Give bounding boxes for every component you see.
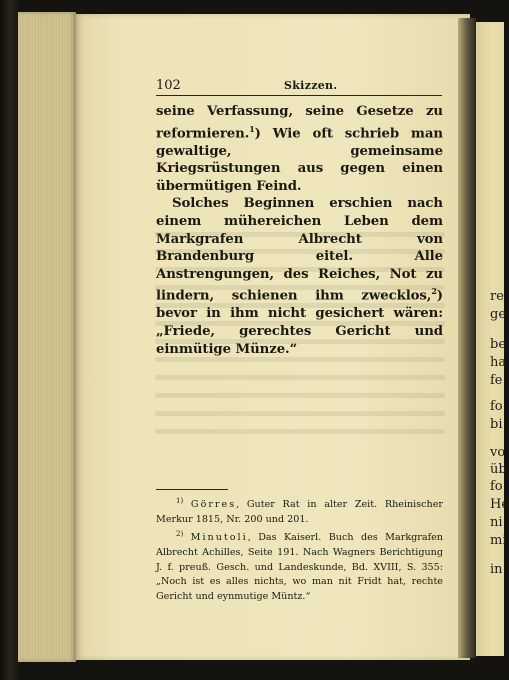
fragment-line: fo (490, 399, 503, 414)
fragment-line: He (490, 497, 509, 512)
page-stack-edge (18, 12, 76, 662)
fragment-line: ni (490, 515, 503, 530)
body-text (156, 103, 443, 358)
header-rule (156, 95, 442, 96)
facing-page-fragment (476, 22, 509, 656)
book-gutter (458, 18, 476, 658)
footnote-ref-1: 1 (249, 123, 255, 134)
fragment-line: fo (490, 479, 503, 494)
page-number: 102 (156, 78, 181, 93)
fragment-line: mi (490, 533, 507, 548)
fragment-line: vo (490, 445, 506, 460)
footnote-rule (156, 489, 228, 490)
fragment-line: re (490, 289, 504, 304)
fragment-line: be (490, 337, 507, 352)
book-cover-edge (0, 0, 18, 680)
fragment-line: in (490, 562, 503, 577)
footnote-1: $^{1)}$ Görres, Guter Rat in alter Zeit. Rheinischer Merkur 1815, Nr. 200 und 201. (156, 497, 443, 525)
footnotes (156, 494, 443, 605)
fragment-line: fe (490, 373, 503, 388)
running-head: Skizzen. (284, 79, 338, 92)
fragment-line: üb (490, 462, 507, 477)
fragment-line: ge (490, 307, 507, 322)
footnote-2: $^{2)}$ Minutoli, Das Kaiserl. Buch des Markgrafen Albrecht Achilles, Seite 191. Nach Wagners Berichtigung J. f. preuß. Gesch. und Landeskunde, Bd. XVIII, S. 355: „Noch ist es alles nichts, wo man nit Fridt hat, rechte Gericht und eynmutige Müntz.“ (156, 530, 443, 602)
footnote-ref-2: 2 (431, 286, 437, 297)
fragment-line: bi (490, 417, 503, 432)
paragraph-1: seine Verfassung, seine Gesetze zu reformieren.$^1$) Wie oft schrieb man gewaltige, gemeinsame Kriegsrüstungen aus gegen einen übermütigen Feind. (156, 104, 443, 194)
paragraph-2: Solches Beginnen erschien nach einem mühereichen Leben dem Markgrafen Albrecht von Brandenburg eitel. Alle Anstrengungen, des Reiches, Not zu lindern, schienen ihm zwecklos,$^2$) bevor in ihm nicht gesichert wären: „Friede, gerechtes Gericht und einmütige Münze.“ (156, 196, 443, 357)
fragment-line: ha (490, 355, 507, 370)
